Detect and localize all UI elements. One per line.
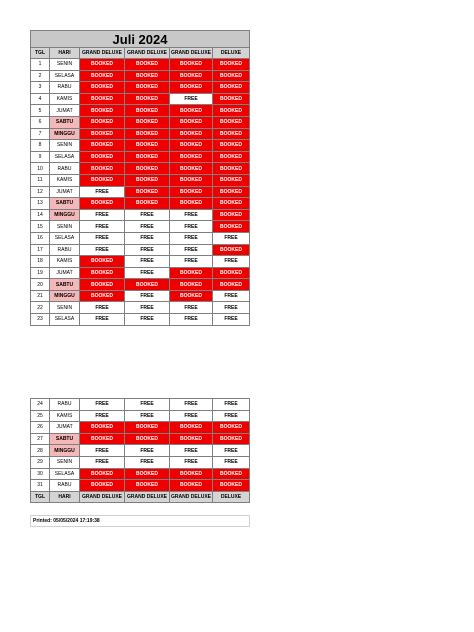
date-cell: 22 [31,302,50,314]
room-status-cell: BOOKED [125,82,170,94]
date-cell: 1 [31,59,50,71]
date-cell: 16 [31,232,50,244]
date-cell: 6 [31,116,50,128]
day-cell: JUMAT [50,267,80,279]
column-header: HARI [50,48,80,59]
date-cell: 20 [31,279,50,291]
date-cell: 3 [31,82,50,94]
header-row [31,48,250,59]
room-status-cell: BOOKED [170,59,213,71]
room-status-cell: FREE [125,302,170,314]
table-row [31,279,250,291]
day-cell: JUMAT [50,105,80,117]
room-status-cell: BOOKED [80,468,125,480]
column-header: DELUXE [213,48,250,59]
room-status-cell: BOOKED [80,422,125,434]
room-status-cell: BOOKED [170,163,213,175]
day-cell: JUMAT [50,186,80,198]
table-row [31,456,250,468]
day-cell: SENIN [50,221,80,233]
room-status-cell: BOOKED [170,422,213,434]
day-cell: MINGGU [50,209,80,221]
room-status-cell: BOOKED [170,105,213,117]
room-status-cell: FREE [125,267,170,279]
date-cell: 21 [31,290,50,302]
room-status-cell: BOOKED [125,116,170,128]
date-cell: 7 [31,128,50,140]
room-status-cell: BOOKED [125,198,170,210]
day-cell: SELASA [50,151,80,163]
room-status-cell: BOOKED [125,105,170,117]
room-status-cell: BOOKED [213,70,250,82]
room-status-cell: FREE [213,456,250,468]
column-header: GRAND DELUXE [80,491,125,502]
column-header: GRAND DELUXE [125,48,170,59]
day-cell: RABU [50,399,80,411]
room-status-cell: FREE [170,256,213,268]
room-status-cell: BOOKED [170,198,213,210]
room-status-cell: BOOKED [213,480,250,492]
room-status-cell: FREE [213,399,250,411]
room-status-cell: BOOKED [80,128,125,140]
room-status-cell: BOOKED [213,59,250,71]
table-row [31,174,250,186]
schedule-table-top [30,30,250,326]
date-cell: 13 [31,198,50,210]
room-status-cell: BOOKED [125,422,170,434]
date-cell: 14 [31,209,50,221]
room-status-cell: BOOKED [125,128,170,140]
room-status-cell: FREE [125,244,170,256]
room-status-cell: FREE [125,314,170,326]
date-cell: 11 [31,174,50,186]
room-status-cell: FREE [125,209,170,221]
schedule-table-bottom [30,398,250,503]
room-status-cell: FREE [125,410,170,422]
date-cell: 12 [31,186,50,198]
table-row [31,116,250,128]
room-status-cell: FREE [80,221,125,233]
room-status-cell: BOOKED [125,140,170,152]
room-status-cell: BOOKED [170,433,213,445]
room-status-cell: FREE [125,290,170,302]
room-status-cell: BOOKED [213,267,250,279]
room-status-cell: FREE [80,186,125,198]
date-cell: 29 [31,456,50,468]
column-header: GRAND DELUXE [170,48,213,59]
footer-header-row [31,491,250,502]
day-cell: SABTU [50,279,80,291]
table-row [31,433,250,445]
room-status-cell: BOOKED [125,186,170,198]
room-status-cell: FREE [125,232,170,244]
date-cell: 5 [31,105,50,117]
day-cell: SELASA [50,232,80,244]
room-status-cell: FREE [213,314,250,326]
room-status-cell: BOOKED [213,116,250,128]
room-status-cell: BOOKED [80,433,125,445]
room-status-cell: FREE [80,410,125,422]
room-status-cell: BOOKED [213,198,250,210]
table-row [31,82,250,94]
room-status-cell: BOOKED [80,116,125,128]
room-status-cell: BOOKED [170,279,213,291]
room-status-cell: FREE [80,314,125,326]
room-status-cell: BOOKED [213,244,250,256]
table-row [31,163,250,175]
table-row [31,256,250,268]
table-row [31,410,250,422]
table-row [31,422,250,434]
day-cell: KAMIS [50,256,80,268]
room-status-cell: BOOKED [213,468,250,480]
room-status-cell: FREE [170,410,213,422]
column-header: GRAND DELUXE [80,48,125,59]
room-status-cell: FREE [213,410,250,422]
room-status-cell: BOOKED [125,70,170,82]
room-status-cell: BOOKED [80,105,125,117]
room-status-cell: FREE [80,399,125,411]
date-cell: 17 [31,244,50,256]
room-status-cell: BOOKED [213,151,250,163]
room-status-cell: FREE [80,244,125,256]
day-cell: SENIN [50,140,80,152]
room-status-cell: BOOKED [170,140,213,152]
table-row [31,128,250,140]
room-status-cell: BOOKED [80,140,125,152]
date-cell: 19 [31,267,50,279]
date-cell: 18 [31,256,50,268]
table-row [31,232,250,244]
table-row [31,468,250,480]
table-row [31,209,250,221]
date-cell: 23 [31,314,50,326]
date-cell: 9 [31,151,50,163]
table-row [31,70,250,82]
room-status-cell: BOOKED [170,70,213,82]
table-row [31,244,250,256]
page-title: Juli 2024 [31,31,250,48]
date-cell: 4 [31,93,50,105]
room-status-cell: BOOKED [80,279,125,291]
room-status-cell: BOOKED [213,93,250,105]
room-status-cell: BOOKED [170,186,213,198]
room-status-cell: BOOKED [170,128,213,140]
room-status-cell: BOOKED [213,186,250,198]
day-cell: SABTU [50,198,80,210]
date-cell: 25 [31,410,50,422]
room-status-cell: FREE [80,209,125,221]
room-status-cell: BOOKED [80,163,125,175]
day-cell: SABTU [50,433,80,445]
table-row [31,186,250,198]
room-status-cell: BOOKED [170,468,213,480]
room-status-cell: BOOKED [80,82,125,94]
date-cell: 27 [31,433,50,445]
table-row [31,105,250,117]
room-status-cell: FREE [213,445,250,457]
room-status-cell: FREE [125,456,170,468]
day-cell: RABU [50,82,80,94]
room-status-cell: BOOKED [125,93,170,105]
room-status-cell: BOOKED [80,267,125,279]
room-status-cell: FREE [80,445,125,457]
room-status-cell: FREE [125,256,170,268]
room-status-cell: FREE [170,456,213,468]
room-status-cell: FREE [125,221,170,233]
day-cell: KAMIS [50,93,80,105]
date-cell: 2 [31,70,50,82]
room-status-cell: BOOKED [170,82,213,94]
room-status-cell: FREE [213,290,250,302]
room-status-cell: FREE [170,232,213,244]
room-status-cell: FREE [170,209,213,221]
table-row [31,221,250,233]
room-status-cell: BOOKED [170,480,213,492]
room-status-cell: BOOKED [80,70,125,82]
room-status-cell: FREE [170,244,213,256]
date-cell: 10 [31,163,50,175]
room-status-cell: FREE [125,399,170,411]
room-status-cell: BOOKED [125,480,170,492]
date-cell: 8 [31,140,50,152]
day-cell: KAMIS [50,174,80,186]
room-status-cell: BOOKED [170,267,213,279]
date-cell: 30 [31,468,50,480]
room-status-cell: FREE [170,445,213,457]
room-status-cell: BOOKED [213,140,250,152]
room-status-cell: BOOKED [80,151,125,163]
room-status-cell: BOOKED [213,221,250,233]
room-status-cell: BOOKED [170,116,213,128]
day-cell: SENIN [50,59,80,71]
room-status-cell: FREE [213,256,250,268]
date-cell: 31 [31,480,50,492]
room-status-cell: FREE [170,302,213,314]
room-status-cell: BOOKED [170,174,213,186]
room-status-cell: FREE [213,302,250,314]
table-row [31,140,250,152]
room-status-cell: BOOKED [80,174,125,186]
date-cell: 28 [31,445,50,457]
column-header: HARI [50,491,80,502]
room-status-cell: FREE [170,399,213,411]
room-status-cell: BOOKED [213,422,250,434]
room-status-cell: BOOKED [80,198,125,210]
room-status-cell: BOOKED [125,59,170,71]
date-cell: 26 [31,422,50,434]
column-header: TGL [31,491,50,502]
table-row [31,290,250,302]
room-status-cell: BOOKED [125,279,170,291]
day-cell: SELASA [50,70,80,82]
room-status-cell: BOOKED [213,209,250,221]
room-status-cell: BOOKED [80,93,125,105]
day-cell: SABTU [50,116,80,128]
room-status-cell: BOOKED [170,290,213,302]
room-status-cell: BOOKED [213,163,250,175]
room-status-cell: BOOKED [213,82,250,94]
room-status-cell: BOOKED [213,128,250,140]
room-status-cell: FREE [170,314,213,326]
room-status-cell: BOOKED [125,151,170,163]
table-row [31,445,250,457]
day-cell: JUMAT [50,422,80,434]
room-status-cell: FREE [170,93,213,105]
room-status-cell: BOOKED [80,256,125,268]
table-row [31,314,250,326]
date-cell: 15 [31,221,50,233]
day-cell: MINGGU [50,128,80,140]
table-row [31,59,250,71]
day-cell: KAMIS [50,410,80,422]
room-status-cell: BOOKED [125,174,170,186]
table-row [31,198,250,210]
table-row [31,399,250,411]
day-cell: SELASA [50,314,80,326]
room-status-cell: BOOKED [213,433,250,445]
column-header: GRAND DELUXE [170,491,213,502]
room-status-cell: BOOKED [125,163,170,175]
column-header: GRAND DELUXE [125,491,170,502]
day-cell: SENIN [50,456,80,468]
column-header: TGL [31,48,50,59]
table-row [31,267,250,279]
day-cell: RABU [50,244,80,256]
room-status-cell: BOOKED [80,59,125,71]
room-status-cell: BOOKED [213,279,250,291]
table-row [31,480,250,492]
room-status-cell: FREE [213,232,250,244]
room-status-cell: FREE [80,232,125,244]
date-cell: 24 [31,399,50,411]
day-cell: RABU [50,480,80,492]
room-status-cell: BOOKED [80,480,125,492]
room-status-cell: FREE [125,445,170,457]
room-status-cell: BOOKED [213,105,250,117]
day-cell: MINGGU [50,445,80,457]
day-cell: MINGGU [50,290,80,302]
table-row [31,93,250,105]
room-status-cell: FREE [80,302,125,314]
room-status-cell: FREE [80,456,125,468]
room-status-cell: BOOKED [170,151,213,163]
day-cell: SENIN [50,302,80,314]
day-cell: SELASA [50,468,80,480]
room-status-cell: BOOKED [213,174,250,186]
room-status-cell: BOOKED [125,433,170,445]
table-row [31,302,250,314]
room-status-cell: BOOKED [125,468,170,480]
room-status-cell: BOOKED [80,290,125,302]
printed-timestamp: Printed: 05/05/2024 17:19:38 [30,515,250,527]
column-header: DELUXE [213,491,250,502]
table-row [31,151,250,163]
room-status-cell: FREE [170,221,213,233]
day-cell: RABU [50,163,80,175]
